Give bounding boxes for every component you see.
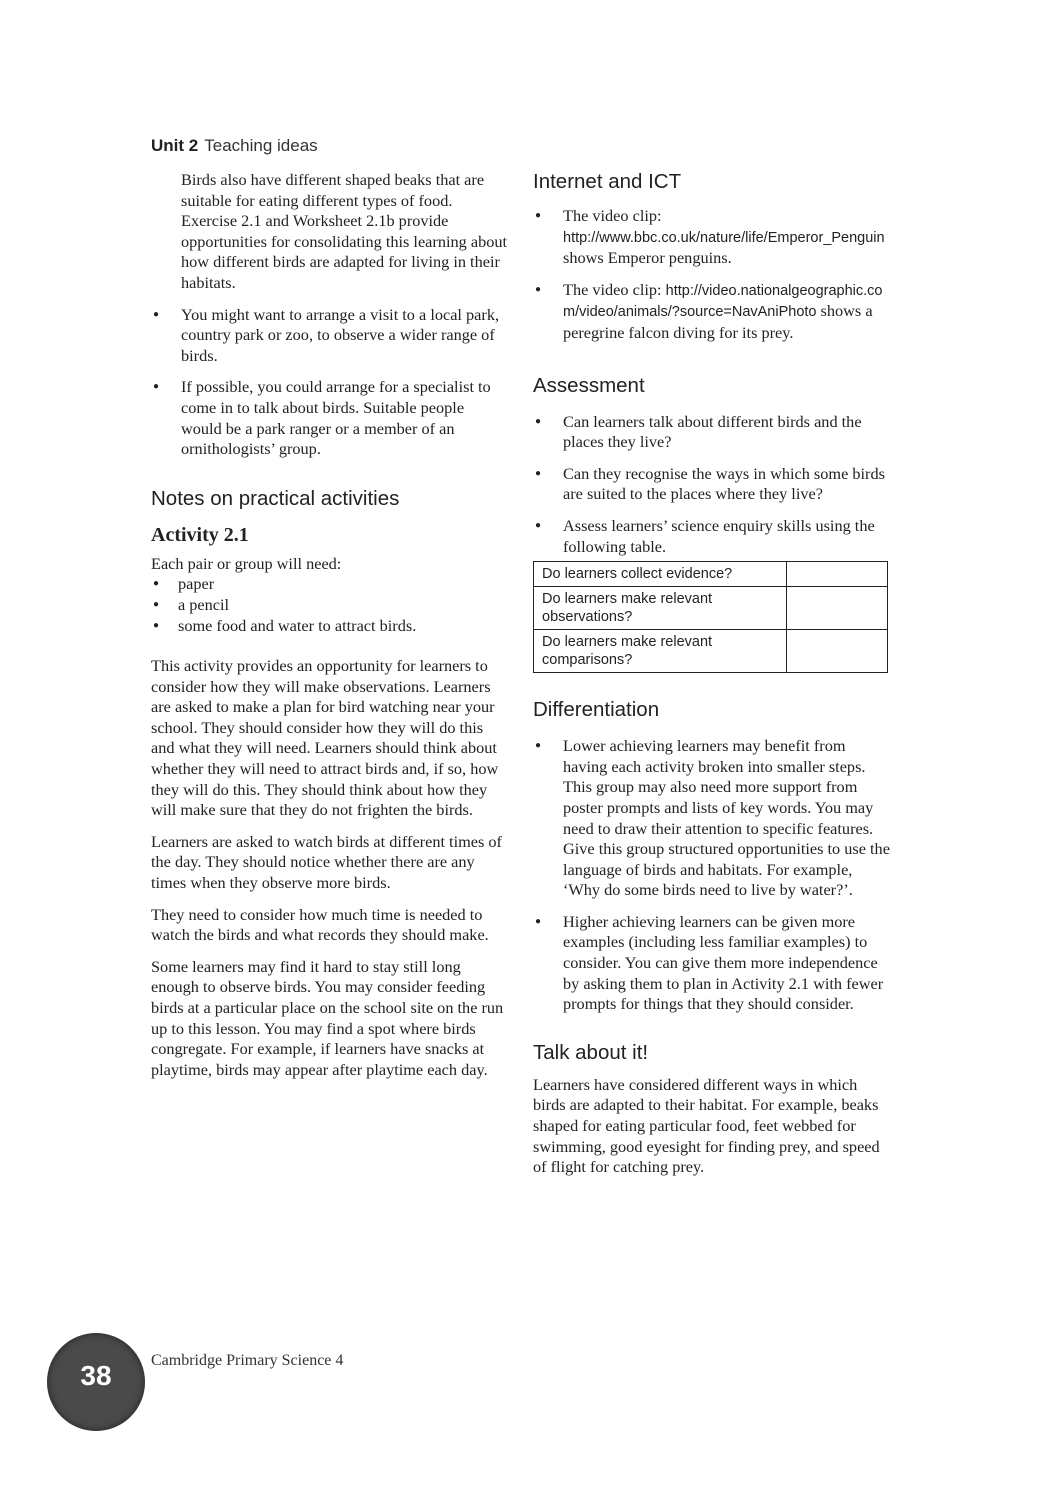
list-item <box>533 206 893 269</box>
table-row <box>534 587 888 630</box>
needs-intro: Each pair or group will need: <box>151 553 342 573</box>
list-item <box>533 280 893 344</box>
intro-paragraph: Birds also have different shaped beaks that are suitable for eating different types of food. Exercise 2.1 and Worksheet 2.1b provide opportunities for consolidating this learning about how different birds are adapted for living in their habitats. <box>181 170 508 292</box>
list-item: ● Assess learners’ science enquiry skills using the following table. <box>533 516 893 557</box>
talk-paragraph: Learners have considered different ways in which birds are adapted to their habitat. For example, beaks shaped for eating particular food, feet webbed for swimming, good eyesight for finding prey, and speed of flight for catching prey. <box>533 1074 880 1177</box>
ict-text: The video clip: <box>563 279 666 299</box>
intro-bullets <box>151 305 508 460</box>
book-title: Cambridge Primary Science 4 <box>151 1352 344 1369</box>
list-item: ● some food and water to attract birds. <box>151 616 508 637</box>
list-item: ● Lower achieving learners may benefit from having each activity broken into smaller steps. This group may also need more support from poster prompts and lists of key words. You may need to draw their attention to specific features. Give this group structured opportunities to use the language of birds and habitats. For example, ‘Why do some birds need to live by water?’. <box>533 736 893 901</box>
differentiation-list <box>533 736 893 1015</box>
differentiation-heading: Differentiation <box>533 698 660 722</box>
table-cell: Do learners make relevant observations? <box>534 587 787 630</box>
video-link[interactable]: http://www.bbc.co.uk/nature/life/Emperor_Penguin <box>563 229 885 246</box>
ict-text: shows Emperor penguins. <box>563 248 732 268</box>
unit-label: Unit 2 <box>151 136 199 155</box>
body-paragraph: This activity provides an opportunity for learners to consider how they will make observations. Learners are asked to make a plan for bird watching near your school. They should consider how they will do this and what they will need. Learners should think about whether they will need to attract birds and, if so, how they will do this. They should think about how they will make sure that they do not frighten the birds. <box>151 656 499 820</box>
table-row <box>534 562 888 587</box>
list-item: ● a pencil <box>151 595 508 616</box>
ict-text: The video clip: <box>563 206 662 225</box>
list-item: ● paper <box>151 574 508 595</box>
table-row <box>534 630 888 673</box>
body-paragraph: They need to consider how much time is needed to watch the birds and what records they should make. <box>151 904 489 945</box>
video-link[interactable]: http://video.nationalgeographic.com/video/animals/?source=NavAniPhoto <box>563 282 883 321</box>
activity-heading: Activity 2.1 <box>151 523 249 546</box>
left-column <box>151 170 508 1091</box>
ict-list <box>533 206 893 344</box>
assessment-list <box>533 412 893 558</box>
needs-list <box>151 574 508 636</box>
list-item: ● Can they recognise the ways in which some birds are suited to the places where they live? <box>533 464 893 505</box>
section-label: Teaching ideas <box>204 136 318 155</box>
body-paragraph: Learners are asked to watch birds at different times of the day. They should notice whether there are any times when they observe more birds. <box>151 831 502 893</box>
ict-heading: Internet and ICT <box>533 170 682 193</box>
assessment-heading: Assessment <box>533 373 645 397</box>
table-cell <box>787 630 888 673</box>
assessment-table <box>533 561 888 673</box>
page-number: 38 <box>80 1360 112 1391</box>
notes-heading: Notes on practical activities <box>151 486 400 510</box>
running-head <box>151 136 318 156</box>
list-item: ● Higher achieving learners can be given more examples (including less familiar examples) to consider. You can give them more independence by asking them to plan in Activity 2.1 with fewer prompts for things that they should consider. <box>533 912 893 1015</box>
table-cell: Do learners collect evidence? <box>534 562 787 587</box>
table-cell <box>787 587 888 630</box>
list-item: ● You might want to arrange a visit to a local park, country park or zoo, to observe a wider range of birds. <box>151 305 508 367</box>
table-cell <box>787 562 888 587</box>
talk-heading: Talk about it! <box>533 1040 649 1064</box>
right-column <box>533 170 893 1189</box>
list-item: ● If possible, you could arrange for a specialist to come in to talk about birds. Suitable people would be a park ranger or a member of an ornithologists’ group. <box>151 377 508 459</box>
ict-text: shows a peregrine falcon diving for its prey. <box>563 301 873 342</box>
list-item: ● Can learners talk about different birds and the places they live? <box>533 412 893 453</box>
table-cell: Do learners make relevant comparisons? <box>534 630 787 673</box>
body-paragraph: Some learners may find it hard to stay still long enough to observe birds. You may consider feeding birds at a particular place on the school site on the run up to this lesson. You may find a spot where birds congregate. For example, if learners have snacks at playtime, birds may appear after playtime each day. <box>151 956 504 1079</box>
